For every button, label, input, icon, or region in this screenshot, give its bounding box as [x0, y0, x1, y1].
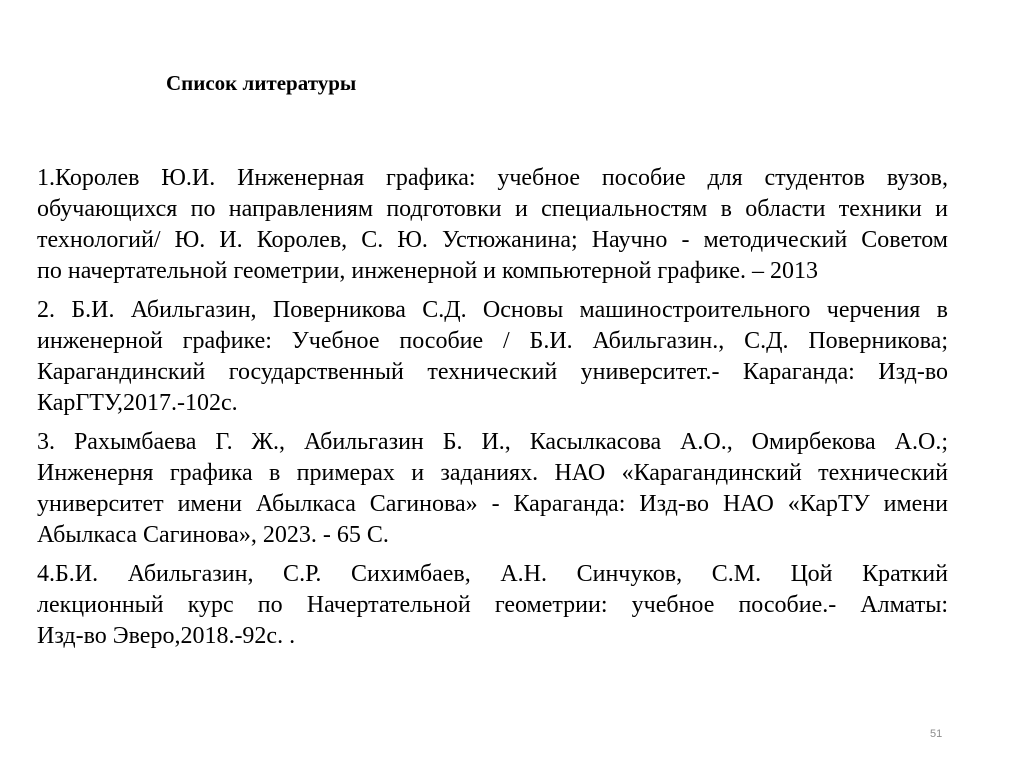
reference-item: [37, 559, 948, 652]
reference-line: Инженерня графика в примерах и заданиях. НАО «Карагандинский технический: [37, 460, 948, 486]
page-number: 51: [930, 728, 943, 740]
reference-line: Изд-во Эверо,2018.-92с. .: [37, 623, 296, 649]
reference-item: [37, 295, 948, 419]
reference-line: Карагандинский государственный технический университет.- Караганда: Изд-во: [37, 359, 948, 385]
reference-line: 1.Королев Ю.И. Инженерная графика: учебное пособие для студентов вузов,: [37, 165, 948, 191]
reference-line: 2. Б.И. Абильгазин, Поверникова С.Д. Основы машиностроительного черчения в: [37, 297, 948, 323]
slide-title: Список литературы: [166, 71, 357, 95]
reference-line: университет имени Абылкаса Сагинова» - Караганда: Изд-во НАО «КарТУ имени: [37, 491, 948, 517]
reference-line: 3. Рахымбаева Г. Ж., Абильгазин Б. И., Касылкасова А.О., Омирбекова А.О.;: [37, 429, 948, 455]
reference-line: инженерной графике: Учебное пособие / Б.И. Абильгазин., С.Д. Поверникова;: [37, 328, 948, 354]
reference-line: по начертательной геометрии, инженерной и компьютерной графике. – 2013: [37, 258, 819, 284]
reference-item: [37, 163, 948, 287]
reference-list: [37, 163, 948, 660]
reference-line: Абылкаса Сагинова», 2023. - 65 С.: [37, 522, 389, 548]
reference-line: КарГТУ,2017.-102с.: [37, 390, 238, 416]
reference-line: технологий/ Ю. И. Королев, С. Ю. Устюжанина; Научно - методический Советом: [37, 227, 948, 253]
reference-line: 4.Б.И. Абильгазин, С.Р. Сихимбаев, А.Н. Синчуков, С.М. Цой Краткий: [37, 561, 948, 587]
reference-line: лекционный курс по Начертательной геометрии: учебное пособие.- Алматы:: [37, 592, 948, 618]
reference-item: [37, 427, 948, 551]
reference-line: обучающихся по направлениям подготовки и специальностям в области техники и: [37, 196, 948, 222]
